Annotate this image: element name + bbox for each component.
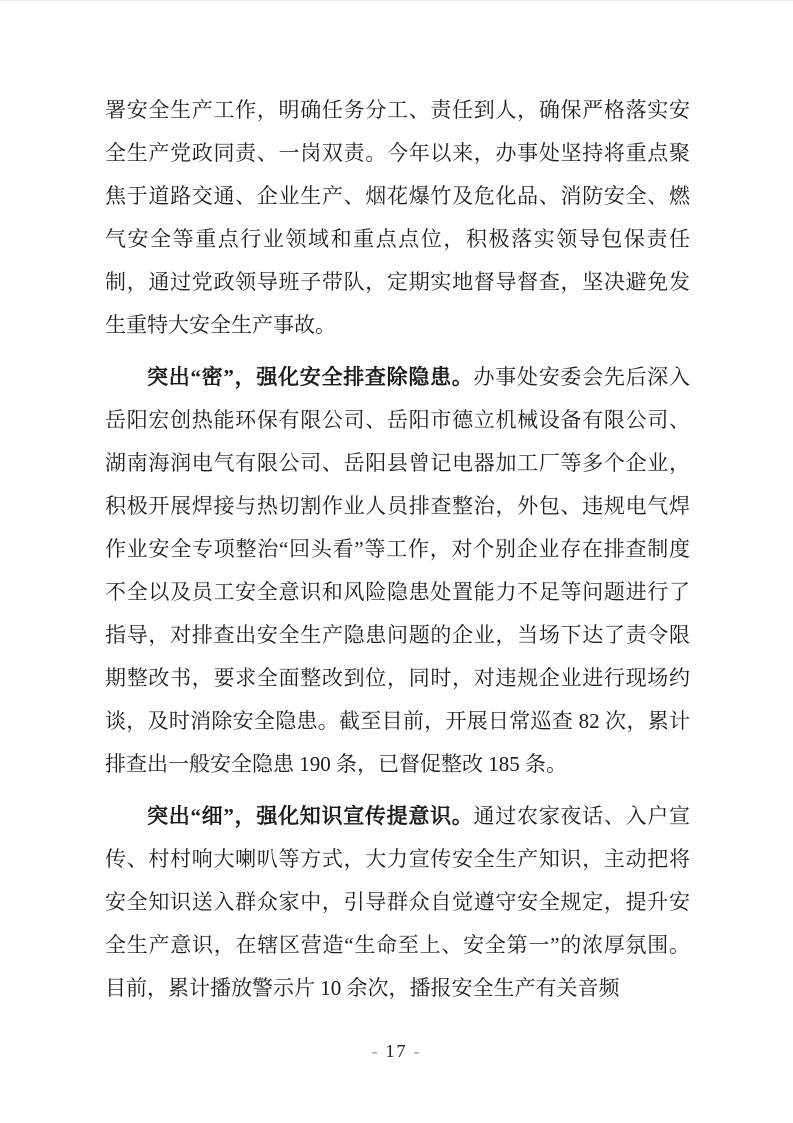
page-footer [0, 1038, 793, 1064]
paragraph-continuation [105, 89, 690, 347]
page-number-dash-left: - [371, 1041, 380, 1061]
paragraph-lead-bold: 突出“密”，强化安全排查除隐患。 [147, 365, 474, 389]
paragraph-safety-inspection [105, 356, 690, 786]
paragraph-text: 办事处安委会先后深入岳阳宏创热能环保有限公司、岳阳市德立机械设备有限公司、湖南海润电气有限公司、岳阳县曾记电器加工厂等多个企业，积极开展焊接与热切割作业人员排查整治，外包、违规电气焊作业安全专项整治“回头看”等工作，对个别企业存在排查制度不全以及员工安全意识和风险隐患处置能力不足等问题进行了指导，对排查出安全生产隐患问题的企业，当场下达了责令限期整改书，要求全面整改到位，同时，对违规企业进行现场约谈，及时消除安全隐患。截至目前，开展日常巡查 82 次，累计排查出一般安全隐患 190 条，已督促整改 185 条。 [105, 365, 691, 776]
paragraph-lead-bold: 突出“细”，强化知识宣传提意识。 [147, 804, 474, 828]
paragraph-text: 署安全生产工作，明确任务分工、责任到人，确保严格落实安全生产党政同责、一岗双责。今年以来，办事处坚持将重点聚焦于道路交通、企业生产、烟花爆竹及危化品、消防安全、燃气安全等重点行业领域和重点点位，积极落实领导包保责任制，通过党政领导班子带队，定期实地督导督查，坚决避免发生重特大安全生产事故。 [105, 98, 690, 337]
paragraph-knowledge-promotion [105, 795, 690, 1010]
page-number: 17 [385, 1041, 408, 1061]
document-body [105, 89, 690, 1019]
paragraph-text: 通过农家夜话、入户宣传、村村响大喇叭等方式，大力宣传安全生产知识，主动把将安全知识送入群众家中，引导群众自觉遵守安全规定，提升安全生产意识，在辖区营造“生命至上、安全第一”的浓厚氛围。目前，累计播放警示片 10 余次，播报安全生产有关音频 [105, 804, 691, 1000]
page-number-dash-right: - [413, 1041, 422, 1061]
